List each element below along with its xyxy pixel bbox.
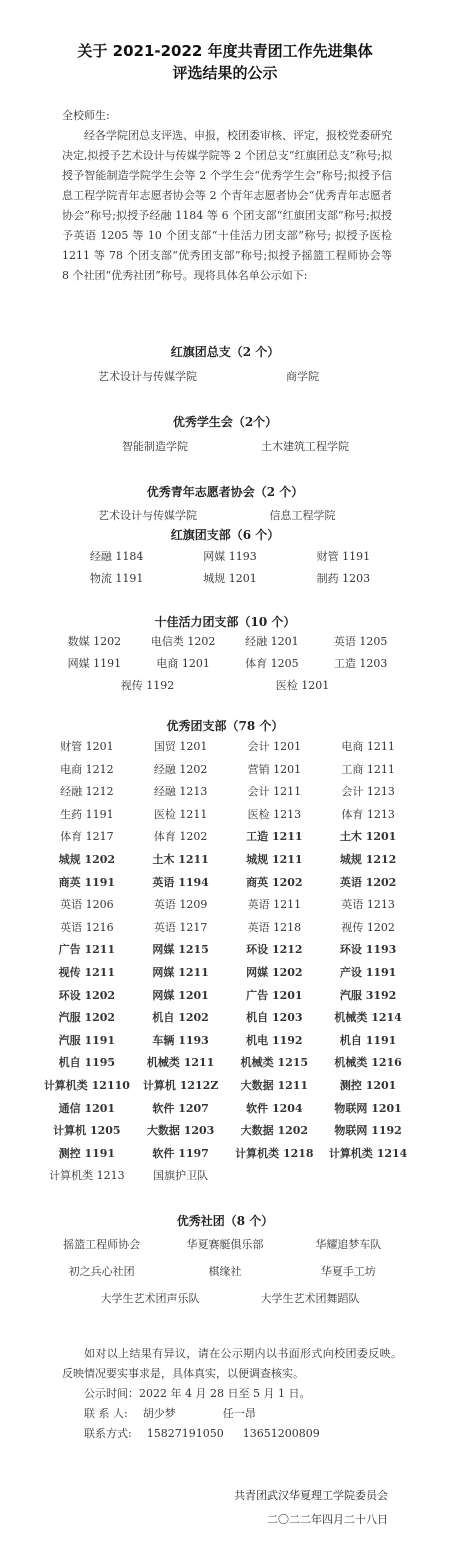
list-item: 软件 1204 bbox=[246, 1101, 303, 1115]
list-item: 计算机类 12110 bbox=[43, 1078, 130, 1092]
list-item: 工造 1203 bbox=[333, 657, 388, 670]
list-item: 英语 1205 bbox=[333, 635, 388, 648]
list-item: 会计 1213 bbox=[341, 785, 395, 799]
list-item: 网媒 1211 bbox=[152, 965, 209, 979]
list-item: 网媒 1191 bbox=[67, 657, 122, 670]
list-item: 广告 1211 bbox=[58, 943, 116, 957]
list-item: 信息工程学院 bbox=[269, 509, 336, 522]
list-item: 电商 1211 bbox=[341, 740, 395, 753]
list-item: 英语 1209 bbox=[153, 898, 208, 912]
list-item: 土木 1211 bbox=[152, 852, 209, 866]
closing-notice bbox=[62, 1344, 402, 1444]
section-title-club: 优秀社团（8 个） bbox=[176, 1214, 274, 1228]
list-item: 测控 1201 bbox=[339, 1078, 397, 1092]
list-item: 财管 1191 bbox=[316, 550, 371, 563]
list-item: 英语 1217 bbox=[153, 920, 208, 934]
list-item: 机电 1192 bbox=[246, 1033, 303, 1047]
list-item: 汽服 1202 bbox=[58, 1011, 116, 1025]
list-item: 车辆 1193 bbox=[152, 1033, 209, 1047]
list-item: 机自 1195 bbox=[58, 1056, 116, 1070]
list-item: 国贸 1201 bbox=[153, 740, 208, 753]
publicity-period: 公示时间：2022 年 4 月 28 日至 5 月 1 日。 bbox=[84, 1387, 311, 1400]
list-item: 经融 1212 bbox=[60, 785, 114, 799]
list-item: 测控 1191 bbox=[58, 1146, 116, 1160]
list-item: 机械类 1215 bbox=[240, 1056, 309, 1070]
list-item: 计算机类 1214 bbox=[328, 1146, 408, 1160]
list-item: 电商 1212 bbox=[60, 762, 114, 776]
list-item: 机械类 1216 bbox=[334, 1056, 402, 1070]
list-item: 大学生艺术团声乐队 bbox=[100, 1292, 200, 1305]
list-item: 机械类 1211 bbox=[146, 1056, 215, 1070]
phone-1: 15827191050 bbox=[146, 1427, 224, 1440]
section-title-excellent-branch: 优秀团支部（78 个） bbox=[166, 719, 284, 733]
list-item: 智能制造学院 bbox=[122, 440, 188, 453]
list-item: 体育 1217 bbox=[60, 830, 114, 844]
list-item: 物联网 1201 bbox=[334, 1101, 402, 1115]
list-item: 商学院 bbox=[286, 370, 319, 383]
list-item: 英语 1211 bbox=[247, 898, 302, 912]
contact-row bbox=[62, 1404, 402, 1424]
list-item: 网媒 1201 bbox=[152, 988, 209, 1002]
signature-org: 共青团武汉华夏理工学院委员会 bbox=[234, 1489, 388, 1502]
contact-label: 联 系 人: bbox=[84, 1407, 128, 1420]
list-item: 财管 1201 bbox=[60, 740, 114, 753]
list-item: 计算机类 1218 bbox=[235, 1146, 314, 1160]
list-item: 网媒 1193 bbox=[203, 550, 257, 563]
list-item: 艺术设计与传媒学院 bbox=[98, 370, 197, 383]
list-item: 摇篮工程师协会 bbox=[63, 1238, 141, 1251]
red-flag-general-list bbox=[70, 369, 380, 385]
list-item: 软件 1207 bbox=[152, 1101, 209, 1115]
list-item: 机自 1202 bbox=[152, 1011, 209, 1025]
list-item: 计算机 1205 bbox=[53, 1124, 121, 1138]
list-item: 网媒 1215 bbox=[152, 943, 209, 957]
list-item: 体育 1205 bbox=[245, 657, 299, 670]
objection-text: 如对以上结果有异议，请在公示期内以书面形式向校团委反映。反映情况要实事求是，具体真实，以便调查核实。 bbox=[62, 1347, 402, 1380]
top-ten-list bbox=[50, 634, 405, 672]
list-item: 机自 1203 bbox=[246, 1011, 303, 1025]
list-item: 大学生艺术团舞蹈队 bbox=[260, 1292, 360, 1305]
list-item: 物流 1191 bbox=[89, 572, 144, 585]
red-flag-branch-list bbox=[60, 549, 400, 587]
list-item: 广告 1201 bbox=[246, 988, 303, 1002]
list-item: 视传 1192 bbox=[120, 679, 175, 692]
list-item: 营销 1201 bbox=[247, 762, 302, 776]
list-item: 网媒 1202 bbox=[246, 965, 303, 979]
list-item: 医检 1213 bbox=[247, 807, 302, 821]
list-item: 数媒 1202 bbox=[67, 635, 122, 648]
list-item: 生药 1191 bbox=[60, 807, 114, 821]
contact-person-1: 胡少梦 bbox=[142, 1407, 176, 1420]
list-item: 汽服 1191 bbox=[58, 1033, 116, 1047]
list-item: 工造 1211 bbox=[246, 830, 303, 844]
section-title-red-flag-general: 红旗团总支（2 个） bbox=[170, 345, 280, 359]
list-item: 制药 1203 bbox=[316, 572, 371, 585]
list-item: 电信类 1202 bbox=[150, 635, 216, 648]
list-item: 初之兵心社团 bbox=[68, 1265, 135, 1278]
list-item: 医检 1201 bbox=[275, 679, 330, 692]
list-item: 商英 1191 bbox=[58, 875, 116, 889]
list-item: 通信 1201 bbox=[58, 1101, 116, 1115]
intro-paragraph bbox=[62, 106, 392, 286]
list-item: 体育 1213 bbox=[341, 807, 395, 821]
list-item: 机自 1191 bbox=[339, 1033, 397, 1047]
list-item: 商英 1202 bbox=[246, 875, 303, 889]
list-item: 经融 1201 bbox=[245, 635, 299, 648]
list-item: 英语 1216 bbox=[60, 920, 114, 934]
section-title-volunteer: 优秀青年志愿者协会（2 个） bbox=[146, 485, 304, 499]
title-line-1: 关于 2021-2022 年度共青团工作先进集体 bbox=[77, 42, 373, 60]
list-item: 汽服 3192 bbox=[339, 988, 397, 1002]
list-item: 土木建筑工程学院 bbox=[261, 440, 349, 453]
list-item: 视传 1211 bbox=[58, 965, 116, 979]
list-item: 华耀追梦车队 bbox=[315, 1238, 382, 1251]
list-item: 软件 1197 bbox=[152, 1146, 209, 1160]
list-item: 物联网 1192 bbox=[334, 1124, 402, 1138]
list-item: 英语 1206 bbox=[60, 898, 114, 912]
list-item: 电商 1201 bbox=[156, 657, 210, 670]
title-line-2: 评选结果的公示 bbox=[172, 64, 278, 82]
list-item: 工商 1211 bbox=[341, 762, 395, 776]
excellent-branch-list bbox=[40, 739, 415, 1191]
section-title-red-flag-branch: 红旗团支部（6 个） bbox=[170, 528, 280, 542]
list-item: 机械类 1214 bbox=[334, 1011, 402, 1025]
top-ten-list-row2 bbox=[70, 678, 380, 694]
club-list-row3 bbox=[70, 1291, 390, 1307]
list-item: 体育 1202 bbox=[153, 830, 208, 844]
list-item: 大数据 1211 bbox=[240, 1078, 309, 1092]
list-item: 城规 1201 bbox=[203, 572, 257, 585]
list-item: 会计 1211 bbox=[247, 785, 302, 799]
list-item: 视传 1202 bbox=[341, 920, 395, 934]
contact-person-2: 任一昂 bbox=[222, 1407, 256, 1420]
list-item: 城规 1202 bbox=[58, 852, 116, 866]
list-item: 经融 1202 bbox=[153, 762, 208, 776]
list-item: 环设 1193 bbox=[339, 943, 397, 957]
club-list bbox=[40, 1237, 410, 1280]
list-item: 英语 1202 bbox=[339, 875, 397, 889]
list-item: 环设 1212 bbox=[246, 943, 303, 957]
salutation: 全校师生: bbox=[62, 109, 110, 122]
list-item: 棋缘社 bbox=[208, 1265, 242, 1278]
phone-label: 联系方式: bbox=[84, 1427, 132, 1440]
list-item: 城规 1212 bbox=[339, 852, 397, 866]
list-item: 英语 1218 bbox=[247, 920, 302, 934]
list-item: 经融 1213 bbox=[153, 785, 208, 799]
list-item: 艺术设计与传媒学院 bbox=[98, 509, 197, 522]
list-item: 计算机 1212Z bbox=[142, 1078, 219, 1092]
list-item: 产设 1191 bbox=[339, 965, 397, 979]
list-item: 会计 1201 bbox=[247, 740, 302, 753]
page-title bbox=[0, 40, 450, 84]
signature-date: 二〇二二年四月二十八日 bbox=[267, 1513, 388, 1526]
list-item: 大数据 1203 bbox=[146, 1124, 215, 1138]
section-title-student-union: 优秀学生会（2个） bbox=[172, 415, 278, 429]
list-item: 华夏赛艇俱乐部 bbox=[186, 1238, 264, 1251]
list-item: 环设 1202 bbox=[58, 988, 116, 1002]
list-item: 医检 1211 bbox=[153, 807, 208, 821]
list-item: 经融 1184 bbox=[89, 550, 144, 563]
list-item: 国旗护卫队 bbox=[153, 1169, 209, 1183]
list-item: 土木 1201 bbox=[339, 830, 397, 844]
list-item: 华夏手工坊 bbox=[320, 1265, 376, 1278]
list-item: 英语 1213 bbox=[341, 898, 395, 912]
list-item: 城规 1211 bbox=[246, 852, 303, 866]
list-item: 英语 1194 bbox=[152, 875, 209, 889]
section-title-top-ten: 十佳活力团支部（10 个） bbox=[154, 615, 296, 629]
student-union-list bbox=[80, 439, 380, 455]
phone-2: 13651200809 bbox=[242, 1427, 320, 1440]
list-item: 计算机类 1213 bbox=[49, 1169, 125, 1183]
intro-body: 经各学院团总支评选、申报，校团委审核、评定，报校党委研究决定,拟授予艺术设计与传媒学院等 2 个团总支“红旗团总支”称号;拟授予智能制造学院学生会等 2 个学生会“优秀学生会”称号;拟授予信息工程学院青年志愿者协会等 2 个青年志愿者协会“优秀青年志愿者协会”称号;拟授予经融 1184 等 6 个团支部“红旗团支部”称号;拟授予英语 1205 等 10 个团支部“十佳活力团支部”称号; 拟授予医检 1211 等 78 个团支部“优秀团支部”称号;拟授予摇篮工程师协会等 8 个社团“优秀社团”称号。现将具体名单公示如下: bbox=[62, 129, 392, 282]
phone-row bbox=[62, 1424, 402, 1444]
list-item: 大数据 1202 bbox=[240, 1124, 309, 1138]
volunteer-list bbox=[70, 508, 380, 524]
